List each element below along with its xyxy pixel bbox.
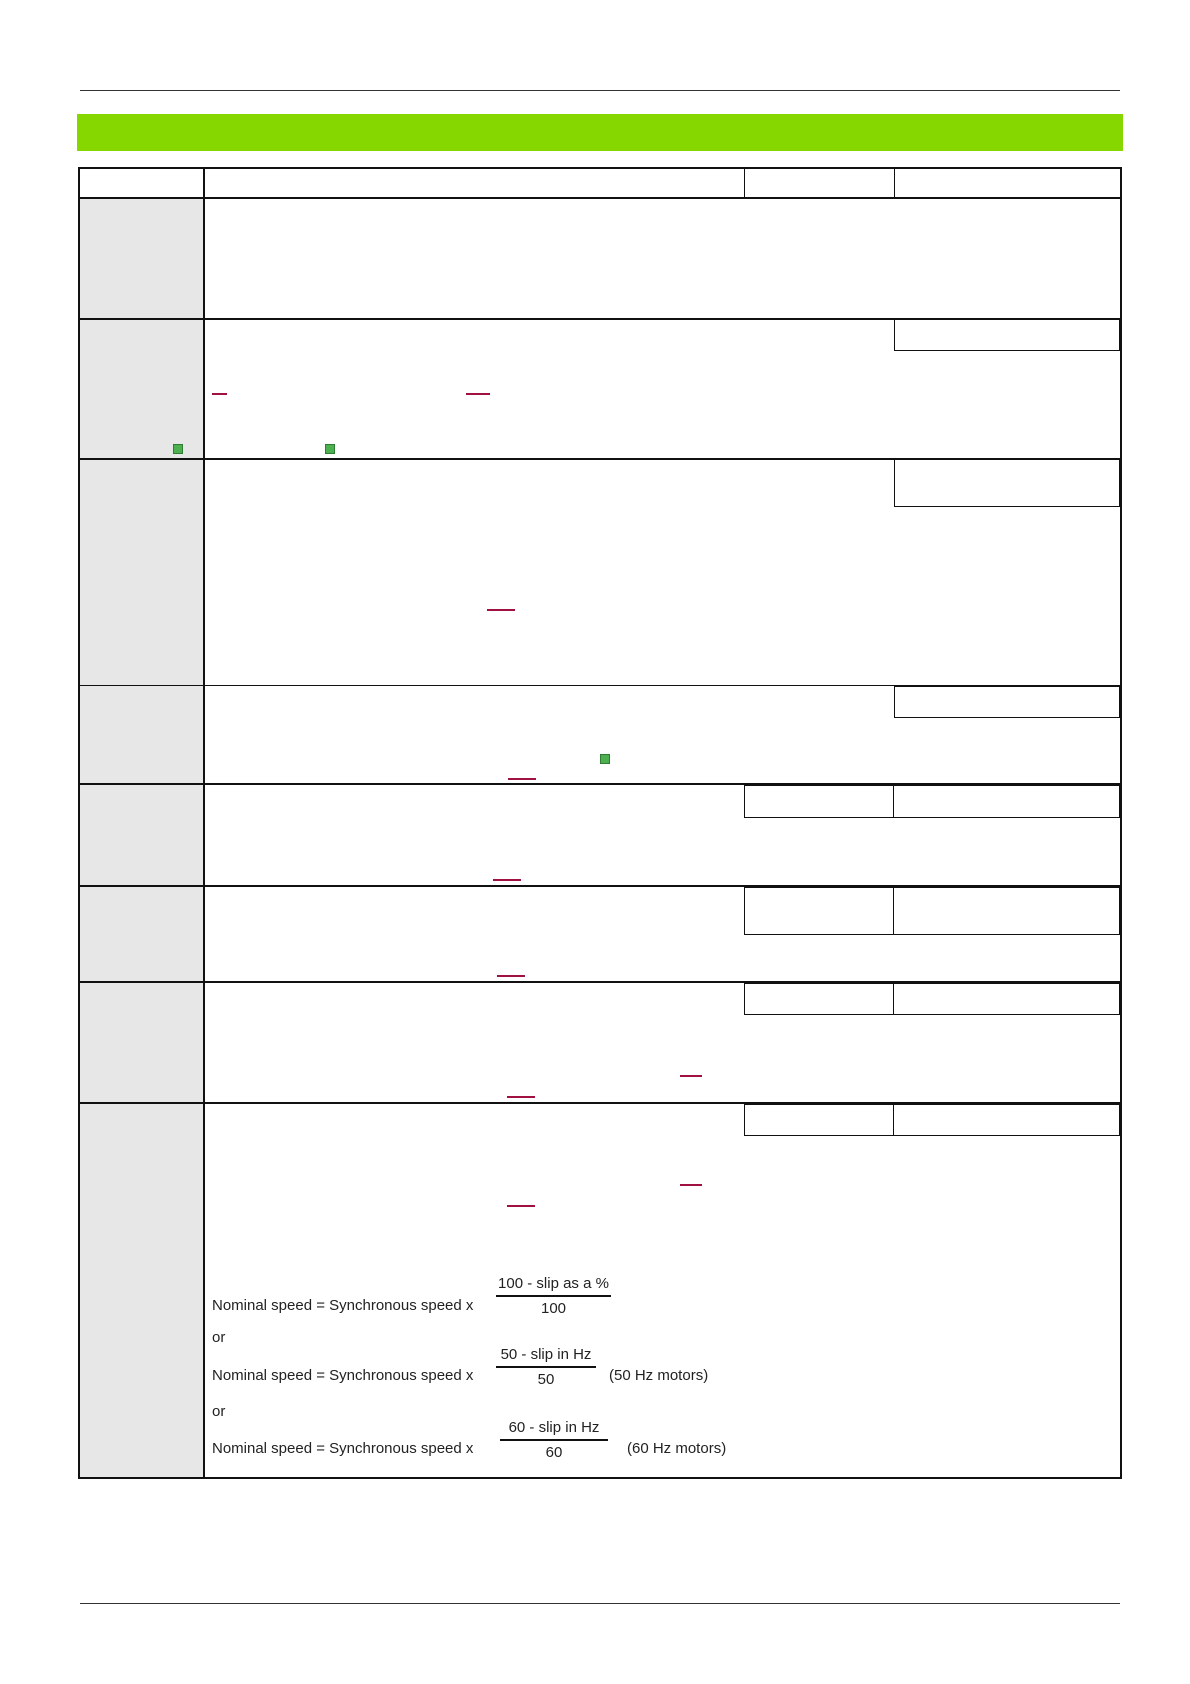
link-underline[interactable] bbox=[508, 778, 536, 780]
section-title-bar bbox=[77, 114, 1123, 151]
fraction-denominator: 60 bbox=[545, 1444, 563, 1461]
column-divider bbox=[744, 169, 745, 198]
link-underline[interactable] bbox=[493, 879, 521, 881]
header-rule bbox=[80, 90, 1120, 91]
link-underline[interactable] bbox=[680, 1184, 702, 1186]
column-divider bbox=[894, 169, 895, 198]
formula-fraction bbox=[496, 1346, 596, 1388]
link-underline[interactable] bbox=[680, 1075, 702, 1077]
formula-lhs: Nominal speed = Synchronous speed x bbox=[212, 1297, 474, 1314]
column-divider bbox=[203, 169, 205, 1477]
formula-lhs: Nominal speed = Synchronous speed x bbox=[212, 1367, 474, 1384]
formula-or: or bbox=[212, 1329, 226, 1346]
formula-note: (50 Hz motors) bbox=[609, 1367, 709, 1384]
fraction-bar bbox=[500, 1439, 608, 1441]
link-underline[interactable] bbox=[487, 609, 515, 611]
formula-fraction bbox=[496, 1275, 611, 1317]
parameter-table bbox=[78, 167, 1122, 1479]
footer-rule bbox=[80, 1603, 1120, 1604]
formula-note: (60 Hz motors) bbox=[627, 1440, 727, 1457]
formula-or: or bbox=[212, 1403, 226, 1420]
value-box bbox=[893, 887, 1120, 935]
link-underline[interactable] bbox=[212, 393, 227, 395]
value-box bbox=[744, 983, 894, 1015]
access-level-icon bbox=[600, 754, 610, 764]
link-underline[interactable] bbox=[507, 1096, 535, 1098]
value-box bbox=[893, 1104, 1120, 1136]
fraction-numerator: 50 - slip in Hz bbox=[500, 1346, 592, 1363]
value-box bbox=[894, 686, 1120, 718]
value-box bbox=[893, 983, 1120, 1015]
link-underline[interactable] bbox=[466, 393, 490, 395]
access-level-icon bbox=[173, 444, 183, 454]
access-level-icon bbox=[325, 444, 335, 454]
value-box bbox=[744, 785, 894, 818]
value-box bbox=[893, 785, 1120, 818]
header-row-divider bbox=[80, 197, 1120, 199]
formula-lhs: Nominal speed = Synchronous speed x bbox=[212, 1440, 474, 1457]
fraction-denominator: 50 bbox=[537, 1371, 555, 1388]
fraction-denominator: 100 bbox=[540, 1300, 567, 1317]
code-column bbox=[80, 198, 203, 1477]
formula-fraction bbox=[500, 1419, 608, 1461]
value-box bbox=[744, 1104, 894, 1136]
fraction-bar bbox=[496, 1295, 611, 1297]
value-box bbox=[744, 887, 894, 935]
fraction-numerator: 100 - slip as a % bbox=[498, 1275, 609, 1292]
fraction-numerator: 60 - slip in Hz bbox=[508, 1419, 600, 1436]
link-underline[interactable] bbox=[497, 975, 525, 977]
link-underline[interactable] bbox=[507, 1205, 535, 1207]
value-box bbox=[894, 459, 1120, 507]
value-box bbox=[894, 319, 1120, 351]
fraction-bar bbox=[496, 1366, 596, 1368]
